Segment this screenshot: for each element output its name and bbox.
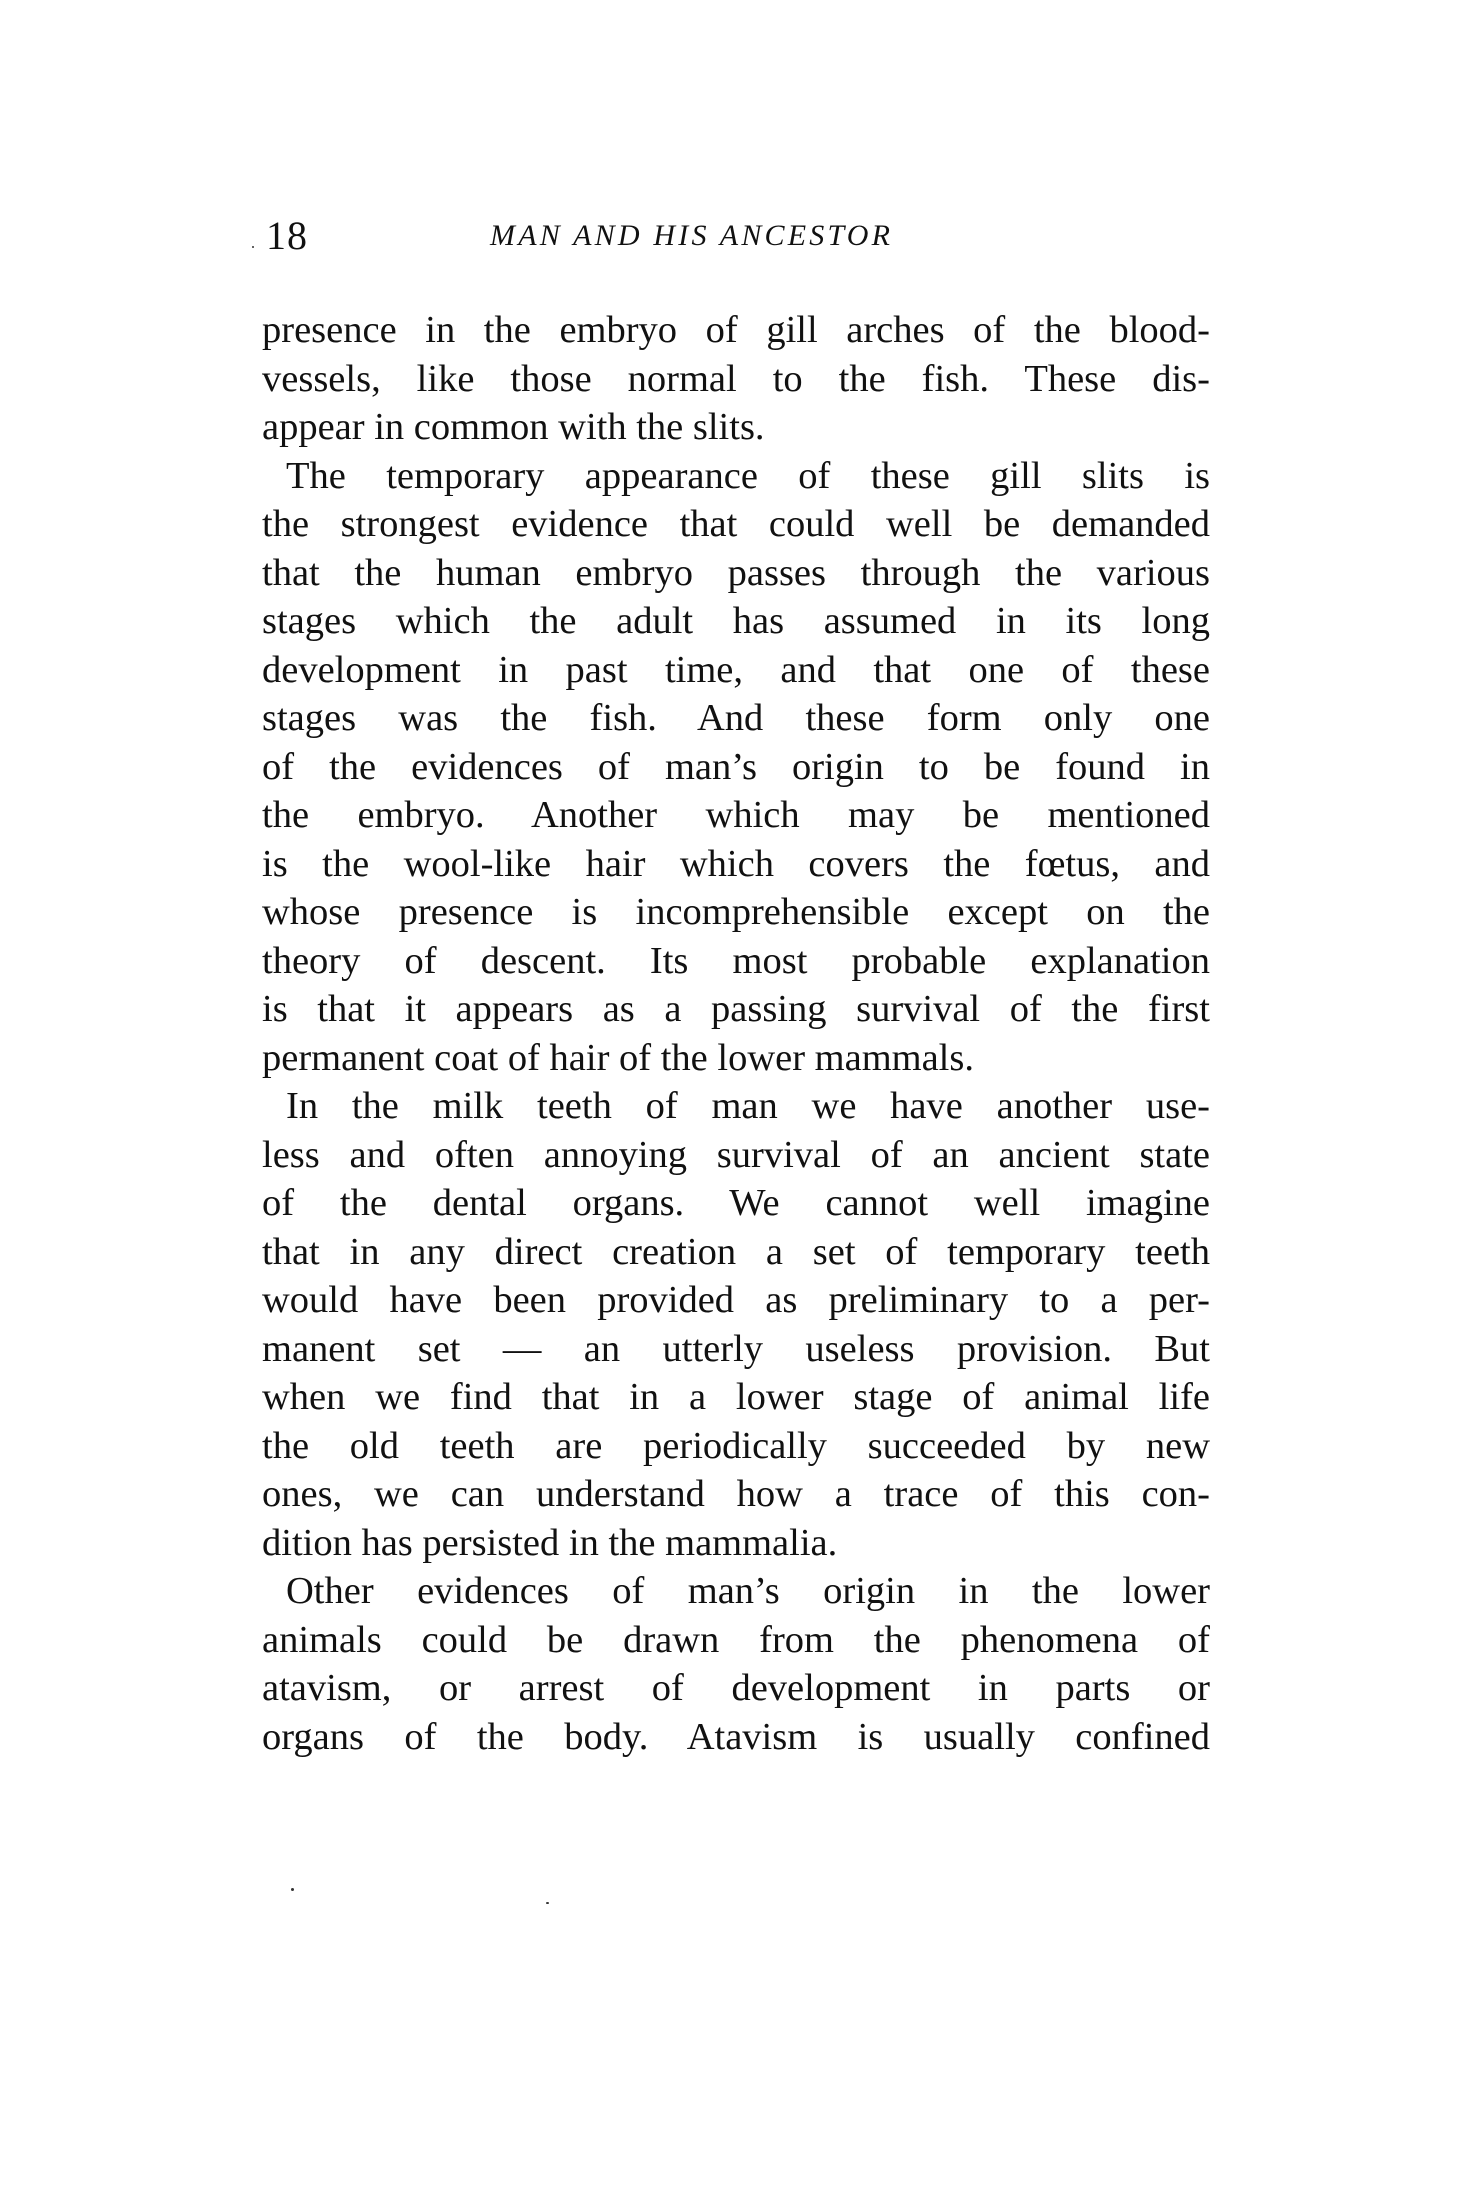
text-line: whose presence is incomprehensible except on the (262, 891, 1210, 933)
scan-speck (252, 246, 254, 248)
text-line: In the milk teeth of man we have another use- (286, 1085, 1210, 1127)
text-line: The temporary appearance of these gill slits is (286, 454, 1210, 497)
text-line: that the human embryo passes through the various (262, 551, 1210, 594)
text-line: of the evidences of man’s origin to be found in (262, 745, 1210, 788)
text-line: is that it appears as a passing survival of the first (262, 988, 1210, 1030)
text-line: when we find that in a lower stage of animal life (262, 1376, 1210, 1418)
text-line: Other evidences of man’s origin in the lower (286, 1570, 1210, 1612)
text-line: organs of the body. Atavism is usually confined (262, 1715, 1210, 1758)
text-line: presence in the embryo of gill arches of the blood- (262, 309, 1210, 351)
text-line: that in any direct creation a set of temporary teeth (262, 1230, 1210, 1273)
text-line: animals could be drawn from the phenomena of (262, 1618, 1210, 1661)
paragraph (262, 452, 1210, 1083)
text-line: development in past time, and that one of these (262, 648, 1210, 691)
text-line: manent set — an utterly useless provision. But (262, 1327, 1210, 1370)
text-line: less and often annoying survival of an ancient state (262, 1133, 1210, 1176)
text-line: of the dental organs. We cannot well imagine (262, 1182, 1210, 1224)
page-number: 18 (266, 213, 308, 258)
scan-speck (546, 1902, 549, 1904)
text-line: theory of descent. Its most probable explanation (262, 939, 1210, 982)
text-line: atavism, or arrest of development in parts or (262, 1667, 1210, 1709)
text-line: stages which the adult has assumed in its long (262, 600, 1210, 642)
text-line: stages was the fish. And these form only one (262, 697, 1210, 739)
paragraph (262, 1082, 1210, 1567)
text-line: vessels, like those normal to the fish. These dis- (262, 357, 1210, 400)
text-line: the embryo. Another which may be mentioned (262, 794, 1210, 836)
scan-speck (291, 1888, 294, 1891)
paragraph (262, 1567, 1210, 1761)
text-line: dition has persisted in the mammalia. (262, 1521, 838, 1564)
text-line: appear in common with the slits. (262, 406, 765, 448)
running-head (262, 214, 1212, 258)
text-line: the old teeth are periodically succeeded by new (262, 1424, 1210, 1467)
paragraph (262, 306, 1210, 452)
text-line: would have been provided as preliminary to a per- (262, 1279, 1210, 1321)
text-line: is the wool-like hair which covers the fœtus, and (262, 842, 1210, 885)
text-line: permanent coat of hair of the lower mammals. (262, 1036, 974, 1079)
running-title: MAN AND HIS ANCESTOR (490, 219, 894, 252)
text-line: the strongest evidence that could well be demanded (262, 503, 1210, 545)
body-text (262, 306, 1210, 1761)
text-line: ones, we can understand how a trace of this con- (262, 1473, 1210, 1515)
